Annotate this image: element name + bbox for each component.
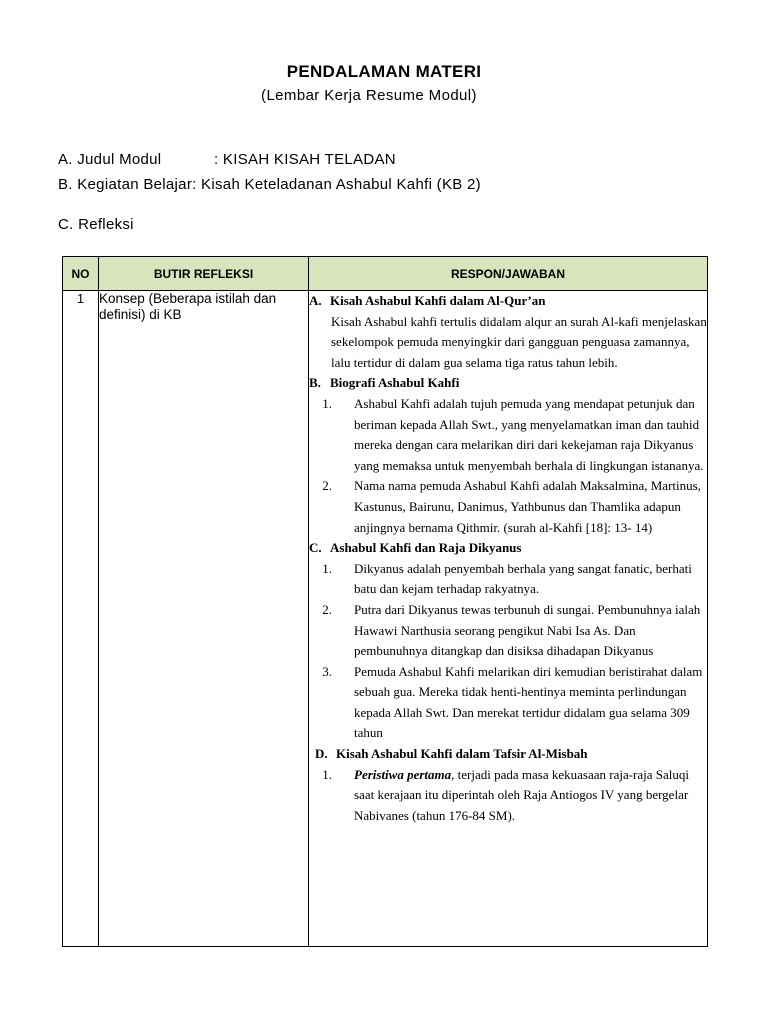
section-c-heading [309,538,707,559]
row-number: 1 [63,291,99,947]
kegiatan-belajar-label: B. Kegiatan Belajar [58,176,193,193]
respon-cell [309,291,708,947]
header-butir-refleksi: BUTIR REFLEKSI [99,257,309,291]
table-header-row [63,257,708,291]
list-item [309,394,707,476]
section-a-letter: A. [309,293,322,308]
section-c-letter: C. [309,540,322,556]
section-d-list [309,765,707,827]
refleksi-label: C. Refleksi [58,216,134,233]
list-item-text [354,765,707,827]
judul-modul-label: A. Judul Modul [58,151,162,168]
section-b-title: Biografi Ashabul Kahfi [330,375,460,391]
section-d-title: Kisah Ashabul Kahfi dalam Tafsir Al-Misbah [336,746,588,762]
list-item-number: 1. [322,560,332,576]
section-a-heading [309,291,707,312]
list-item-number: 1. [322,766,332,782]
list-item-number: 2. [322,478,332,494]
list-item [309,559,707,600]
list-item [309,765,707,827]
kegiatan-belajar-value: : Kisah Keteladanan Ashabul Kahfi (KB 2) [192,176,481,193]
header-no: NO [63,257,99,291]
section-d-letter: D. [315,746,328,762]
list-item-number: 3. [322,663,332,679]
peristiwa-pertama-text: , terjadi pada masa kekuasaan raja-raja Saluqi saat kerajaan itu diperintah oleh Raja Antiogos IV yang bergelar Nabivanes (tahun 176-84 SM). [354,766,689,823]
judul-modul-value: : KISAH KISAH TELADAN [214,151,396,168]
list-item-text: Dikyanus adalah penyembah berhala yang sangat fanatic, berhati batu dan kejam terhadap rakyatnya. [354,560,692,597]
section-b-letter: B. [309,375,321,391]
section-b-list [309,394,707,538]
list-item [309,662,707,744]
judul-modul-row [58,151,396,168]
kegiatan-belajar-row [58,176,481,193]
list-item-text: Pemuda Ashabul Kahfi melarikan diri kemudian beristirahat dalam sebuah gua. Mereka tidak henti-hentinya meminta perlindungan kepada Allah Swt. Dan merekat tertidur didalam gua selama 309 tahun [354,663,703,741]
section-c-title: Ashabul Kahfi dan Raja Dikyanus [330,540,522,556]
page-subtitle: (Lembar Kerja Resume Modul) [261,87,477,104]
list-item-text: Ashabul Kahfi adalah tujuh pemuda yang mendapat petunjuk dan beriman kepada Allah Swt., yang menyelamatkan iman dan tauhid mereka dengan cara melarikan diri dari kekejaman raja Dikyanus yang memaksa untuk menyembah berhala di lingkungan istananya. [354,395,704,473]
list-item-text: Nama nama pemuda Ashabul Kahfi adalah Maksalmina, Martinus, Kastunus, Bairunu, Danimus, Yathbunus dan Thamlika adapun anjingnya bernama Qithmir. (surah al-Kahfi [18]: 13- 14) [354,478,701,535]
page-title: PENDALAMAN MATERI [286,62,482,81]
peristiwa-pertama-emphasis: Peristiwa pertama [354,766,452,782]
list-item-number: 2. [322,601,332,617]
list-item-text: Putra dari Dikyanus tewas terbunuh di sungai. Pembunuhnya ialah Hawawi Narthusia seorang pengikut Nabi Isa As. Dan pembunuhnya ditangkap dan disiksa dihadapan Dikyanus [354,601,701,659]
list-item [309,600,707,662]
list-item-number: 1. [322,395,332,411]
list-item [309,476,707,538]
section-c-list [309,559,707,744]
section-a-paragraph: Kisah Ashabul kahfi tertulis didalam alqur an surah Al-kafi menjelaskan sekelompok pemuda menyingkir dari gangguan penguasa zamannya, lalu tertidur di dalam gua selama tiga ratus tahun lebih. [331,313,707,370]
table-row [63,291,708,947]
butir-refleksi-cell: Konsep (Beberapa istilah dan definisi) di KB [99,291,309,947]
section-b-heading [309,373,707,394]
refleksi-table [62,256,708,947]
section-d-heading [309,744,707,765]
header-respon-jawaban: RESPON/JAWABAN [309,257,708,291]
section-a-title: Kisah Ashabul Kahfi dalam Al-Qur’an [330,293,546,308]
